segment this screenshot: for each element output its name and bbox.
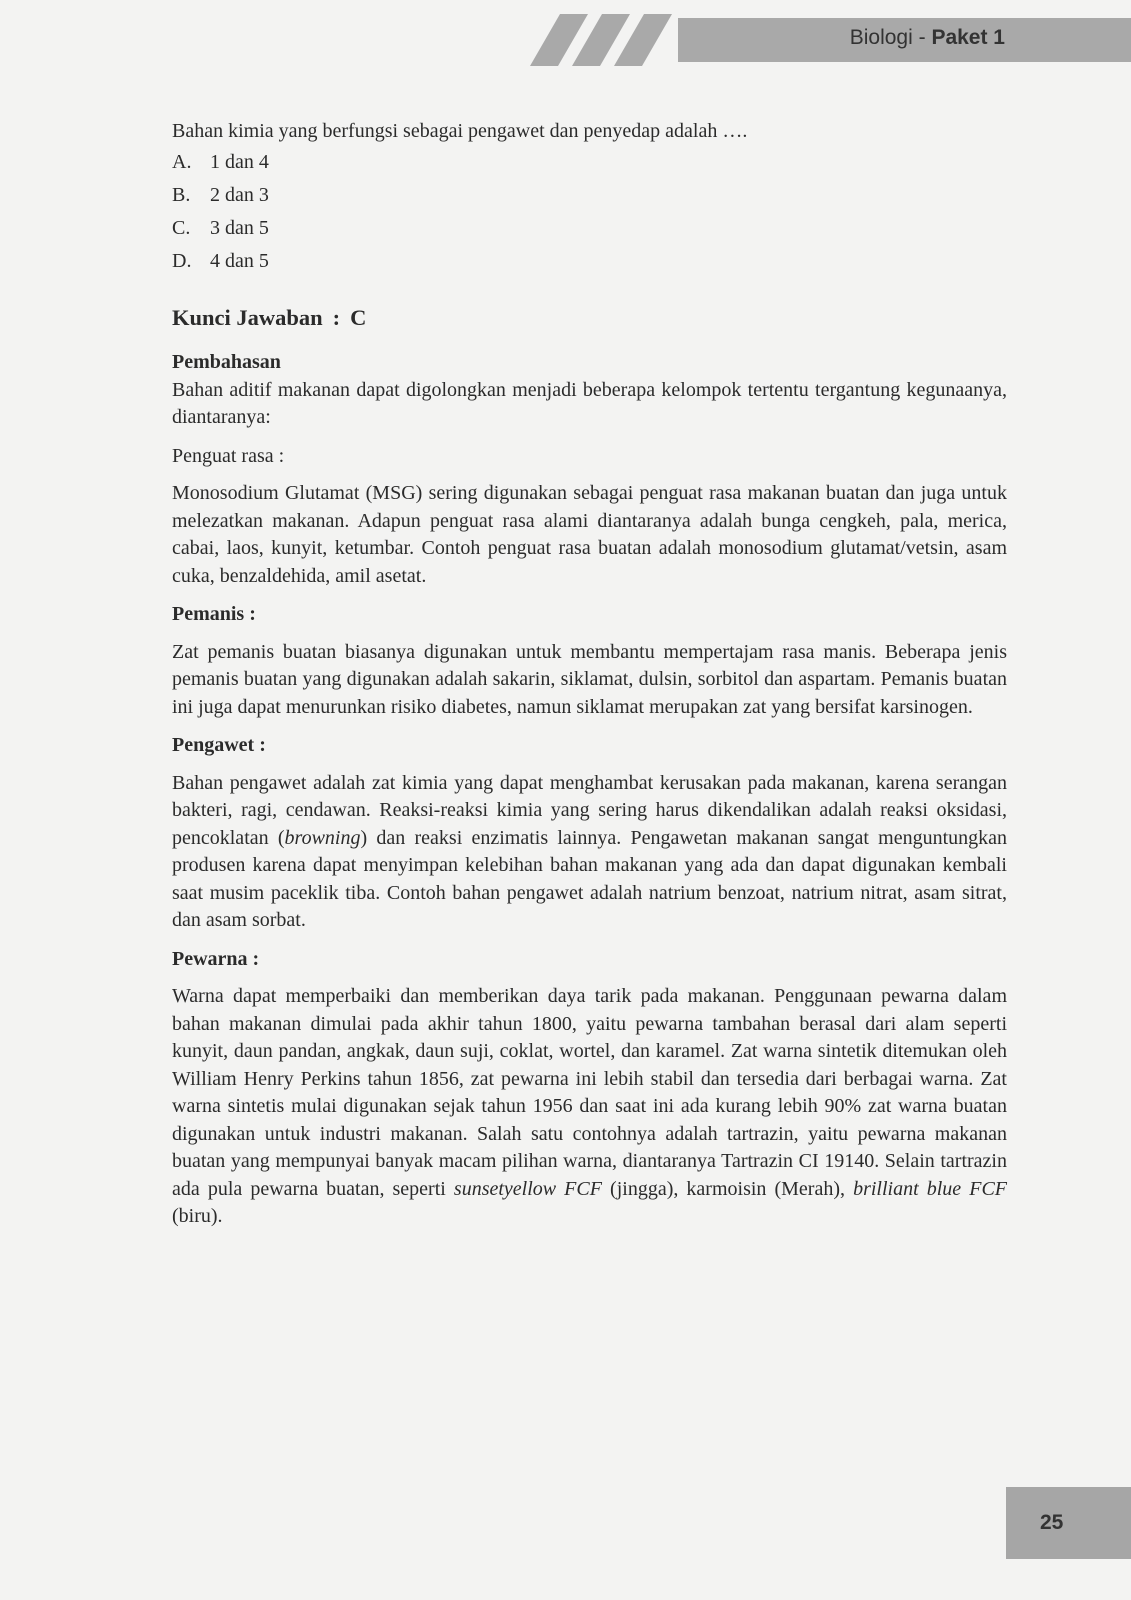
option-text: 2 dan 3 — [210, 183, 269, 206]
option-a — [172, 146, 1007, 179]
colorant-title: Pewarna : — [172, 947, 260, 970]
page-number: 25 — [1040, 1511, 1064, 1534]
header-title — [850, 26, 1005, 50]
colorant-body-part: (biru). — [172, 1205, 223, 1227]
discussion-title: Pembahasan — [172, 350, 281, 373]
answer-key — [172, 303, 1007, 333]
colorant-body-italic: brilliant blue FCF — [853, 1177, 1007, 1200]
colorant-body-part: Warna dapat memperbaiki dan memberikan daya tarik pada makanan. Penggunaan pewarna dalam bahan makanan dimulai pada akhir tahun 1800, yaitu pewarna tambahan berasal dari alam seperti kunyit, daun pandan, angkak, daun suji, coklat, wortel, dan karamel. Zat warna sintetik ditemukan oleh William Henry Perkins tahun 1856, zat pewarna ini lebih stabil dan tersedia dari berbagai warna. Zat warna sintetis mulai digunakan sejak tahun 1956 dan saat ini ada kurang lebih 90% zat warna buatan digunakan untuk industri makanan. Salah satu contohnya adalah tartrazin, yaitu pewarna makanan buatan yang mempunyai banyak macam pilihan warna, diantaranya Tartrazin CI 19140. Selain tartrazin ada pula pewarna buatan, seperti — [172, 985, 1007, 1200]
option-text: 3 dan 5 — [210, 216, 269, 239]
option-text: 1 dan 4 — [210, 150, 269, 173]
header-subject: Biologi — [849, 26, 913, 49]
preservative-body-italic: browning — [284, 826, 361, 849]
option-letter: A. — [172, 150, 192, 173]
header-package: Paket 1 — [931, 26, 1005, 49]
preservative-body — [172, 770, 1007, 935]
page-number-box — [1006, 1487, 1131, 1559]
preservative-title: Pengawet : — [172, 734, 266, 756]
sweetener-title: Pemanis : — [172, 603, 256, 625]
sweetener-body: Zat pemanis buatan biasanya digunakan untuk membantu mempertajam rasa manis. Beberapa jenis pemanis buatan yang digunakan adalah sakarin, siklamat, dulsin, sorbitol dan aspartam. Pemanis buatan ini juga dapat menurunkan risiko diabetes, namun siklamat merupakan zat yang bersifat karsinogen. — [172, 640, 1007, 718]
discussion-intro: Bahan aditif makanan dapat digolongkan menjadi beberapa kelompok tertentu tergantung kegunaanya, diantaranya: — [172, 378, 1007, 428]
answer-options — [172, 146, 1007, 278]
option-b — [172, 179, 1007, 212]
option-d — [172, 245, 1007, 278]
option-letter: B. — [172, 183, 191, 206]
page-content — [172, 118, 1007, 1231]
option-letter: C. — [172, 216, 191, 239]
header-separator: - — [912, 26, 932, 49]
flavor-body: Monosodium Glutamat (MSG) sering digunakan sebagai penguat rasa makanan buatan dan juga untuk melezatkan makanan. Adapun penguat rasa alami diantaranya adalah bunga cengkeh, pala, merica, cabai, laos, kunyit, ketumbar. Contoh penguat rasa buatan adalah monosodium glutamat/vetsin, asam cuka, benzaldehida, amil asetat. — [172, 482, 1007, 587]
answer-key-label: Kunci Jawaban — [172, 304, 323, 330]
option-text: 4 dan 5 — [210, 249, 269, 272]
colorant-body — [172, 983, 1007, 1231]
option-letter: D. — [172, 249, 192, 272]
colorant-body-italic: sunsetyellow FCF — [453, 1177, 602, 1200]
question-stem: Bahan kimia yang berfungsi sebagai pengawet dan penyedap adalah …. — [172, 120, 748, 142]
option-c — [172, 212, 1007, 245]
flavor-title: Penguat rasa : — [172, 444, 285, 467]
colorant-body-part: (jingga), karmoisin (Merah), — [601, 1177, 854, 1200]
answer-key-separator: : — [332, 304, 341, 330]
preservative-body-part: ) dan reaksi enzimatis lainnya. Pengawetan makanan sangat menguntungkan produsen karena dapat menyimpan kelebihan bahan makanan yang ada dan dapat digunakan kembali saat musim paceklik tiba. Contoh bahan pengawet adalah natrium benzoat, natrium nitrat, asam sitrat, dan asam sorbat. — [172, 826, 1008, 931]
header-stripes-decoration — [530, 14, 690, 66]
answer-key-value: C — [350, 304, 367, 330]
preservative-body-part: Bahan pengawet adalah zat kimia yang dapat menghambat kerusakan pada makanan, karena serangan bakteri, ragi, cendawan. Reaksi-reaksi kimia yang sering harus dikendalikan adalah reaksi oksidasi, pencoklatan ( — [172, 771, 1007, 849]
